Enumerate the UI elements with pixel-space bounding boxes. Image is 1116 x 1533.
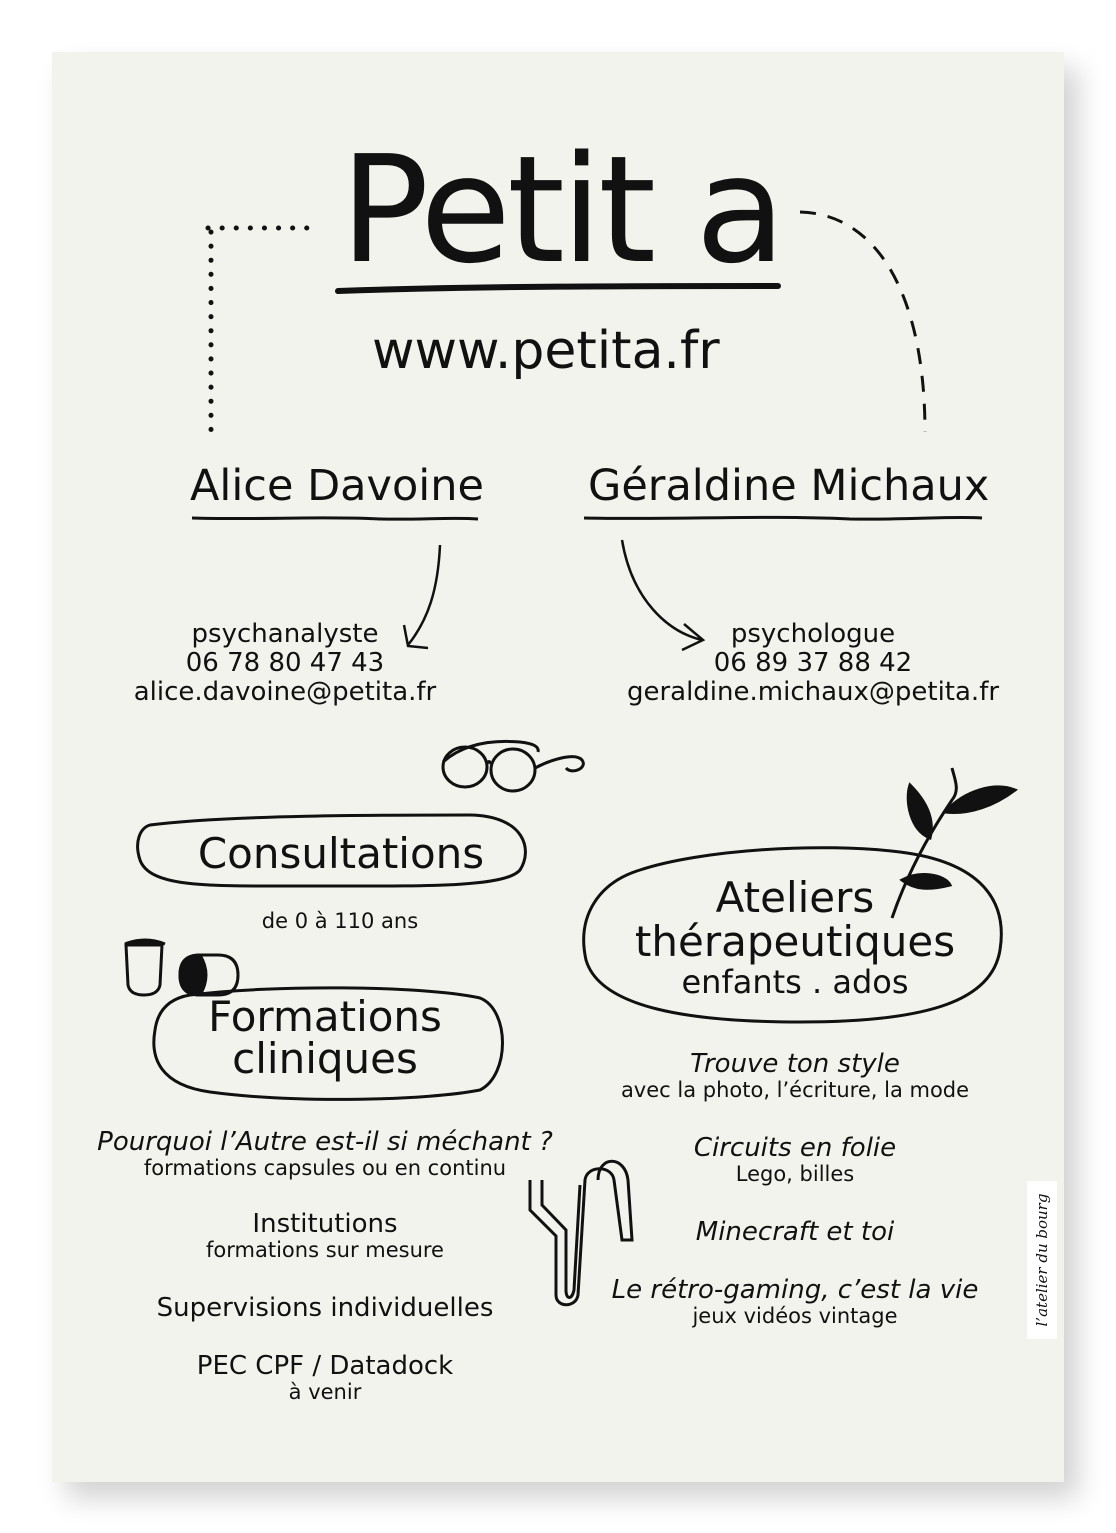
ateliers-audience: enfants . ados bbox=[681, 963, 909, 1002]
formation-title: Pourquoi l’Autre est-il si méchant ? bbox=[97, 1127, 553, 1157]
person-name-alice: Alice Davoine bbox=[190, 461, 484, 511]
atelier-item bbox=[600, 1050, 990, 1134]
formation-sub: formations sur mesure bbox=[206, 1238, 444, 1263]
formation-title: PEC CPF / Datadock bbox=[196, 1351, 454, 1381]
atelier-title: Minecraft et toi bbox=[695, 1217, 895, 1247]
formation-title: Institutions bbox=[252, 1209, 398, 1239]
atelier-sub: jeux vidéos vintage bbox=[692, 1304, 898, 1329]
formation-item bbox=[95, 1294, 555, 1352]
formation-item bbox=[95, 1352, 555, 1405]
phone-alice[interactable]: 06 78 80 47 43 bbox=[185, 648, 385, 679]
person-name-geraldine: Géraldine Michaux bbox=[588, 461, 990, 511]
email-alice[interactable]: alice.davoine@petita.fr bbox=[133, 677, 437, 708]
atelier-item bbox=[600, 1276, 990, 1329]
contact-block-alice bbox=[130, 620, 440, 707]
atelier-sub: avec la photo, l’écriture, la mode bbox=[620, 1078, 970, 1103]
atelier-item bbox=[600, 1218, 990, 1276]
website-url[interactable]: www.petita.fr bbox=[372, 321, 720, 381]
formation-title: Supervisions individuelles bbox=[156, 1293, 494, 1323]
role-alice: psychanalyste bbox=[191, 619, 379, 649]
atelier-sub: Lego, billes bbox=[735, 1162, 855, 1187]
signature-stamp bbox=[1027, 1181, 1057, 1339]
formation-sub: à venir bbox=[288, 1380, 362, 1405]
page-title: Petit a bbox=[340, 124, 782, 296]
consultations-title: Consultations bbox=[197, 829, 485, 878]
signature-text: l’atelier du bourg bbox=[1033, 1193, 1051, 1327]
phone-geraldine[interactable]: 06 89 37 88 42 bbox=[713, 648, 913, 679]
ateliers-title-line2: thérapeutiques bbox=[634, 917, 956, 967]
glasses-icon bbox=[443, 741, 583, 791]
name-underline-right bbox=[584, 517, 982, 519]
contact-block-geraldine bbox=[620, 620, 1006, 707]
ateliers-list bbox=[600, 1050, 990, 1329]
formations-title-line1: Formations bbox=[208, 992, 442, 1041]
ateliers-title-line1: Ateliers bbox=[715, 873, 875, 922]
consultations-subtitle: de 0 à 110 ans bbox=[261, 909, 419, 933]
atelier-title: Le rétro-gaming, c’est la vie bbox=[611, 1275, 979, 1305]
email-geraldine[interactable]: geraldine.michaux@petita.fr bbox=[626, 677, 1000, 708]
formation-sub: formations capsules ou en continu bbox=[143, 1156, 507, 1181]
atelier-item bbox=[600, 1134, 990, 1218]
dotted-line-left bbox=[208, 228, 318, 440]
name-underline-left bbox=[192, 518, 478, 519]
dashed-curve-right bbox=[800, 212, 925, 432]
ateliers-title bbox=[600, 873, 990, 1002]
formation-item bbox=[95, 1210, 555, 1294]
formation-item bbox=[95, 1128, 555, 1210]
formations-title-line2: cliniques bbox=[232, 1034, 418, 1083]
pills-icon bbox=[125, 940, 238, 995]
formations-title bbox=[160, 992, 490, 1083]
atelier-title: Trouve ton style bbox=[690, 1049, 900, 1079]
formations-list bbox=[95, 1128, 555, 1405]
role-geraldine: psychologue bbox=[730, 619, 896, 649]
atelier-title: Circuits en folie bbox=[693, 1133, 897, 1163]
